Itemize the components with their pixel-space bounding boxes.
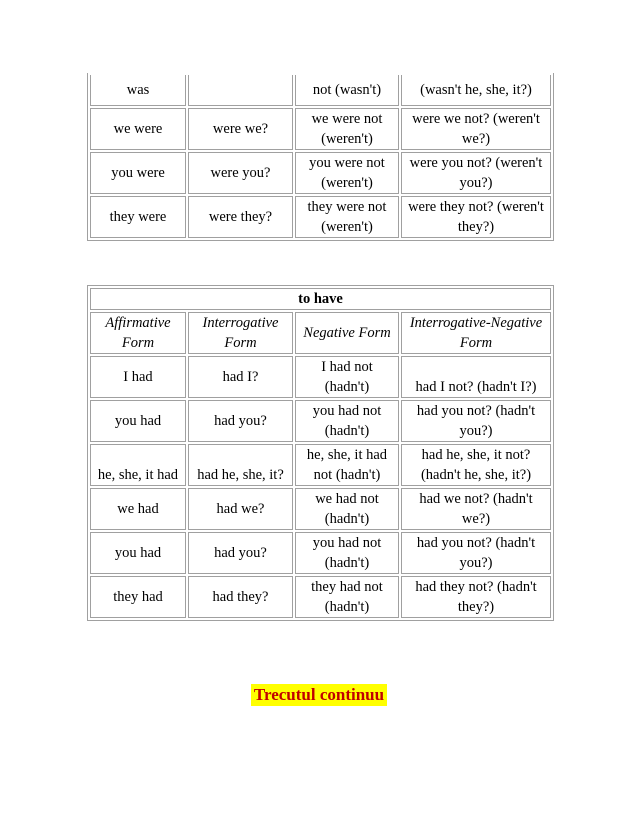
table-title-row — [90, 288, 551, 310]
negative-cell: you had not (hadn't) — [295, 400, 399, 442]
negative-cell: they were not (weren't) — [295, 196, 399, 238]
interrogative-negative-cell: had they not? (hadn't they?) — [401, 576, 551, 618]
table-header-row — [90, 312, 551, 354]
negative-cell: you had not (hadn't) — [295, 532, 399, 574]
interrogative-negative-cell: had you not? (hadn't you?) — [401, 532, 551, 574]
affirmative-cell: they were — [90, 196, 186, 238]
interrogative-cell: had they? — [188, 576, 293, 618]
column-header: Interrogative-Negative Form — [401, 312, 551, 354]
negative-cell: we were not (weren't) — [295, 108, 399, 150]
table-row — [90, 75, 551, 106]
negative-cell: he, she, it had not (hadn't) — [295, 444, 399, 486]
table-row — [90, 196, 551, 238]
to-be-past-table — [87, 73, 554, 241]
interrogative-cell: had we? — [188, 488, 293, 530]
affirmative-cell: you were — [90, 152, 186, 194]
interrogative-negative-cell: were we not? (weren't we?) — [401, 108, 551, 150]
table-row — [90, 488, 551, 530]
interrogative-negative-cell: had you not? (hadn't you?) — [401, 400, 551, 442]
interrogative-negative-cell: (wasn't he, she, it?) — [401, 75, 551, 106]
affirmative-cell: you had — [90, 400, 186, 442]
table-title: to have — [90, 288, 551, 310]
affirmative-cell: we had — [90, 488, 186, 530]
negative-cell: you were not (weren't) — [295, 152, 399, 194]
column-header: Interrogative Form — [188, 312, 293, 354]
interrogative-cell: had he, she, it? — [188, 444, 293, 486]
affirmative-cell: they had — [90, 576, 186, 618]
interrogative-cell: were you? — [188, 152, 293, 194]
negative-cell: I had not (hadn't) — [295, 356, 399, 398]
table-row — [90, 152, 551, 194]
negative-cell: we had not (hadn't) — [295, 488, 399, 530]
column-header: Affirmative Form — [90, 312, 186, 354]
table-row — [90, 108, 551, 150]
table-row — [90, 444, 551, 486]
interrogative-negative-cell: were you not? (weren't you?) — [401, 152, 551, 194]
interrogative-cell: had I? — [188, 356, 293, 398]
interrogative-negative-cell: had we not? (hadn't we?) — [401, 488, 551, 530]
interrogative-negative-cell: were they not? (weren't they?) — [401, 196, 551, 238]
table-row — [90, 400, 551, 442]
interrogative-cell: had you? — [188, 400, 293, 442]
interrogative-cell: were they? — [188, 196, 293, 238]
section-heading-container — [0, 684, 638, 706]
table-row — [90, 576, 551, 618]
affirmative-cell: we were — [90, 108, 186, 150]
interrogative-negative-cell: had he, she, it not? (hadn't he, she, it?) — [401, 444, 551, 486]
column-header: Negative Form — [295, 312, 399, 354]
affirmative-cell: he, she, it had — [90, 444, 186, 486]
negative-cell: not (wasn't) — [295, 75, 399, 106]
section-heading: Trecutul continuu — [251, 684, 387, 706]
to-have-past-table — [87, 285, 554, 621]
table-row — [90, 532, 551, 574]
table-row — [90, 356, 551, 398]
interrogative-cell: were we? — [188, 108, 293, 150]
affirmative-cell: was — [90, 75, 186, 106]
affirmative-cell: you had — [90, 532, 186, 574]
interrogative-negative-cell: had I not? (hadn't I?) — [401, 356, 551, 398]
negative-cell: they had not (hadn't) — [295, 576, 399, 618]
interrogative-cell — [188, 75, 293, 106]
affirmative-cell: I had — [90, 356, 186, 398]
interrogative-cell: had you? — [188, 532, 293, 574]
